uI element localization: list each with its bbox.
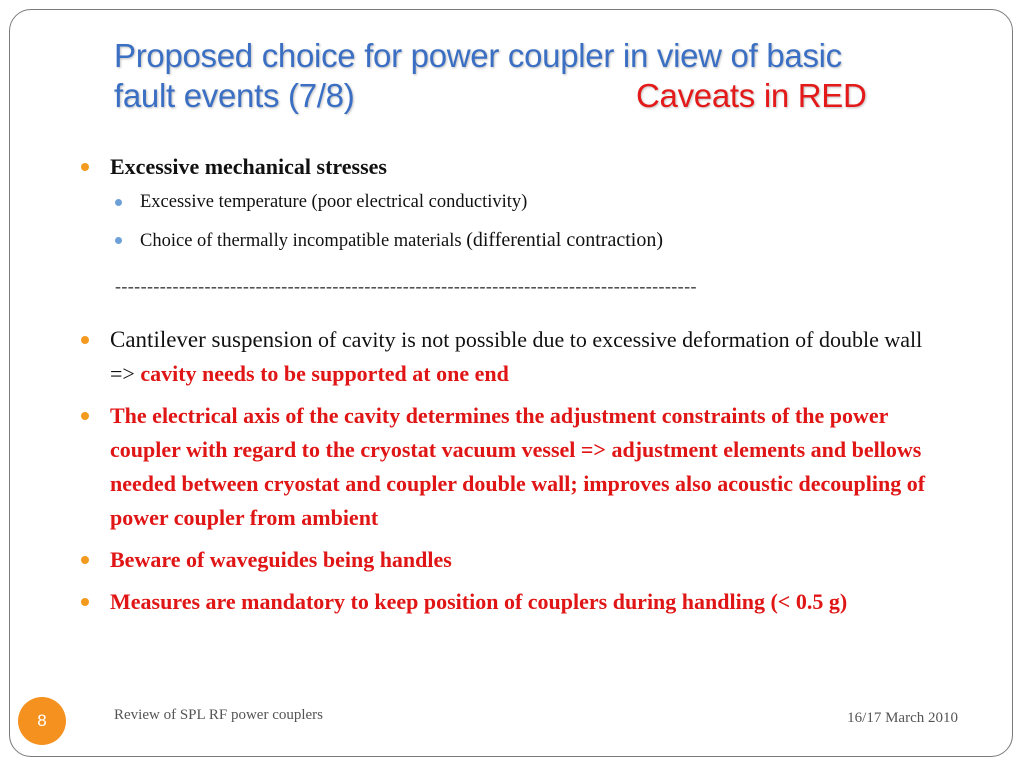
sub-bullet-text: Excessive temperature (poor electrical conductivity) [140, 192, 528, 212]
sub-bullet-temperature [80, 190, 940, 214]
sub-bullet-dot-icon [115, 237, 122, 244]
dashed-separator: ------------------------------------------------------------------------------------------- [115, 276, 697, 296]
bullet-dot-icon [81, 336, 89, 344]
page-number-badge: 8 [18, 697, 66, 745]
bullet-dot-icon [81, 598, 89, 606]
bullet-text: Beware of waveguides being handles [110, 547, 452, 572]
title-fault-events: fault events (7/8) [114, 77, 355, 114]
slide-title [114, 36, 994, 116]
bullet-text-b: of cavity is not possible due to excessive deformation of double wall => [110, 327, 923, 386]
title-line-1: Proposed choice for power coupler in view of basic [114, 37, 842, 74]
title-caveat: Caveats in RED [636, 77, 867, 114]
sub-bullet-dot-icon [115, 199, 122, 206]
footer-date: 16/17 March 2010 [847, 710, 958, 726]
bullet-cantilever [80, 323, 940, 391]
sub-bullet-text-b: (differential contraction) [466, 229, 663, 251]
title-line-2 [114, 76, 994, 116]
bullet-text: Excessive mechanical stresses [110, 154, 387, 179]
sub-bullet-text-a: Choice of thermally incompatible materials [140, 231, 467, 251]
bullet-dot-icon [81, 412, 89, 420]
bullet-mechanical-stresses [80, 150, 940, 184]
bullet-text-a: Cantilever suspension [110, 327, 313, 352]
bullet-dot-icon [81, 163, 89, 171]
bullet-dot-icon [81, 556, 89, 564]
bullet-text: The electrical axis of the cavity determines the adjustment constraints of the power coupler with regard to the cryostat vacuum vessel => adjustment elements and bellows needed between cryostat and coupler double wall; improves also acoustic decoupling of power coupler from ambient [110, 403, 926, 530]
bullet-electrical-axis [80, 399, 940, 535]
footer-title: Review of SPL RF power couplers [114, 707, 324, 723]
bullet-text-red: cavity needs to be supported at one end [140, 361, 509, 386]
slide-content [80, 150, 940, 619]
bullet-waveguides [80, 543, 940, 577]
bullet-text: Measures are mandatory to keep position of couplers during handling (< 0.5 g) [110, 589, 848, 614]
sub-bullet-materials [80, 228, 940, 253]
bullet-measures [80, 585, 940, 619]
